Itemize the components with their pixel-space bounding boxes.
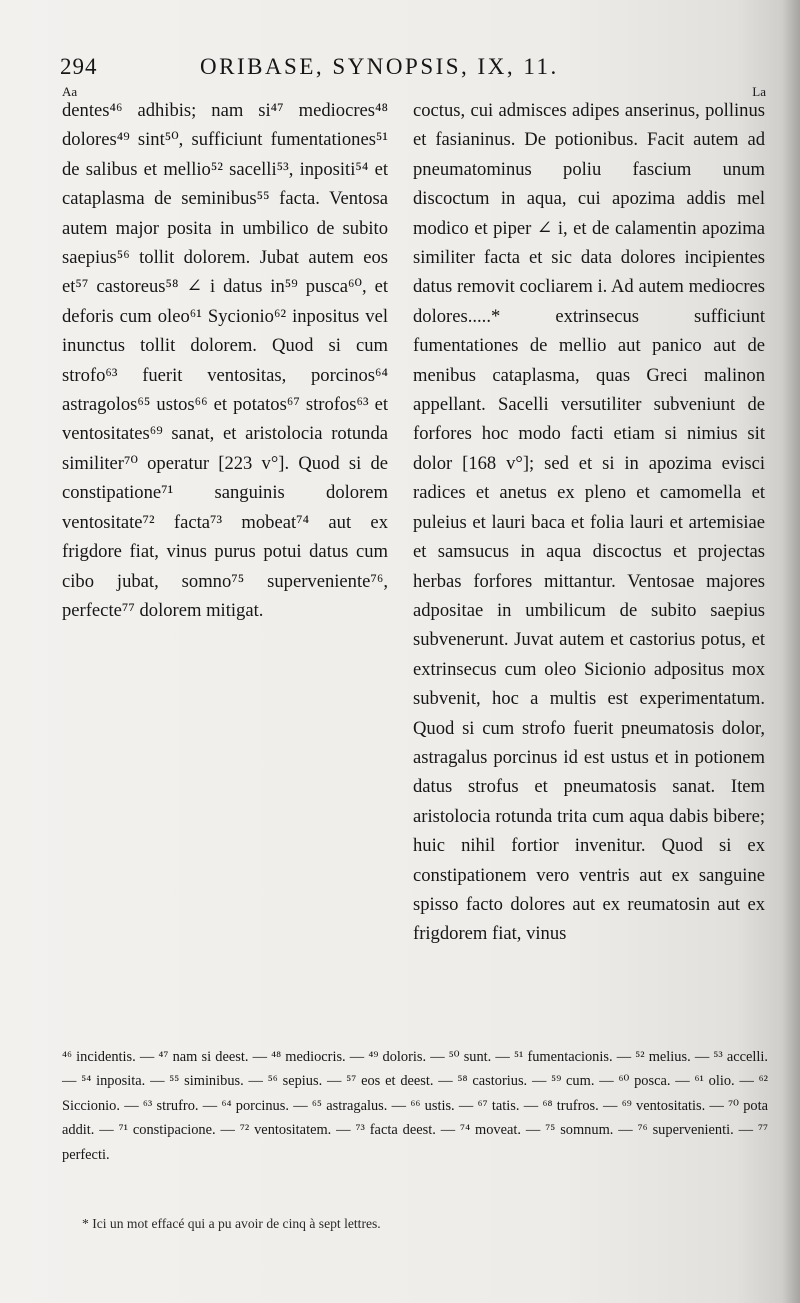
left-column-text (62, 96, 388, 625)
page-edge-shadow (782, 0, 800, 1303)
right-column-paragraph: coctus, cui admisces adipes anserinus, pollinus et fasianinus. De potionibus. Facit autem ad pneumatominus poliu fascium unum discoctum in aqua, cui apozima addis mel modico et piper ∠ i, et de calamentin apozima similiter facta et sic data dolores incipientes datus removit cocliarem i. Ad autem mediocres dolores.....* extrinsecus sufficiunt fumentationes de mellio aut panico aut de menibus cataplasma, quas Greci malinon appellant. Sacelli versutiliter subveniunt de forfores hoc modo facti etiam si nimius sit dolor [168 v°]; sed et si in apozima evisci radices et anetus ex pleno et camomella et puleius et lauri baca et folia lauri et artemisiae et samsucus in aqua discoctus et projectas herbas forfores mittantur. Ventosae majores adpositae in umbilicum de subito saepius subvenerunt. Juvat autem et castorius potus, et extrinsecus cum oleo Sicionio adpositus mox subvenit, hoc a multis est experimentatum. Quod si cum strofo fuerit pneumatosis dolor, astragalus porcinus id est ustus et in potionem datus strofus et pneumatosis sanat. Item aristolocia rotunda trita cum aqua dabis bibere; huic nihil fortior invenitur. Quod si ex constipationem vero ventris aut ex sanguine spisso facto dolores aut ex reumatosin aut ex frigdorem fiat, vinus (413, 100, 765, 945)
manuscript-siglum-left: Aa (62, 84, 78, 99)
right-column-text (413, 96, 765, 949)
editor-footnote: * Ici un mot effacé qui a pu avoir de cinq à sept lettres. (82, 1216, 381, 1231)
apparatus-notes: ⁴⁶ incidentis. — ⁴⁷ nam si deest. — ⁴⁸ mediocris. — ⁴⁹ doloris. — ⁵⁰ sunt. — ⁵¹ fumentacionis. — ⁵² melius. — ⁵³ accelli. — ⁵⁴ inposita. — ⁵⁵ siminibus. — ⁵⁶ sepius. — ⁵⁷ eos et deest. — ⁵⁸ castorius. — ⁵⁹ cum. — ⁶⁰ posca. — ⁶¹ olio. — ⁶² Siccionio. — ⁶³ strufro. — ⁶⁴ porcinus. — ⁶⁵ astragalus. — ⁶⁶ ustis. — ⁶⁷ tatis. — ⁶⁸ trufros. — ⁶⁹ ventositatis. — ⁷⁰ pota addit. — ⁷¹ constipacione. — ⁷² ventositatem. — ⁷³ facta deest. — ⁷⁴ moveat. — ⁷⁵ somnum. — ⁷⁶ supervenienti. — ⁷⁷ perfecti. (62, 1049, 768, 1163)
left-column-paragraph: dentes⁴⁶ adhibis; nam si⁴⁷ mediocres⁴⁸ dolores⁴⁹ sint⁵⁰, sufficiunt fumentationes⁵¹ de salibus et mellio⁵² sacelli⁵³, inpositi⁵⁴ et cataplasma de seminibus⁵⁵ facta. Ventosa autem major posita in umbilico de subito saepius⁵⁶ tollit dolorem. Jubat autem eos et⁵⁷ castoreus⁵⁸ ∠ i datus in⁵⁹ pusca⁶⁰, et deforis cum oleo⁶¹ Sycionio⁶² inpositus vel inunctus tollit dolorem. Quod si cum strofo⁶³ fuerit ventositas, porcinos⁶⁴ astragolos⁶⁵ ustos⁶⁶ et potatos⁶⁷ strofos⁶³ et ventositates⁶⁹ sanat, et aristolocia rotunda similiter⁷⁰ operatur [223 v°]. Quod si de constipatione⁷¹ sanguinis dolorem ventositate⁷² facta⁷³ mobeat⁷⁴ aut ex frigdore fiat, vinus purus potui datus cum cibo jubat, somno⁷⁵ superveniente⁷⁶, perfecte⁷⁷ dolorem mitigat. (62, 100, 388, 621)
manuscript-siglum-right: La (752, 84, 766, 99)
page-header (60, 54, 750, 88)
running-title: ORIBASE, SYNOPSIS, IX, 11. (200, 54, 559, 79)
critical-apparatus (62, 1045, 768, 1167)
page-number: 294 (60, 54, 98, 79)
